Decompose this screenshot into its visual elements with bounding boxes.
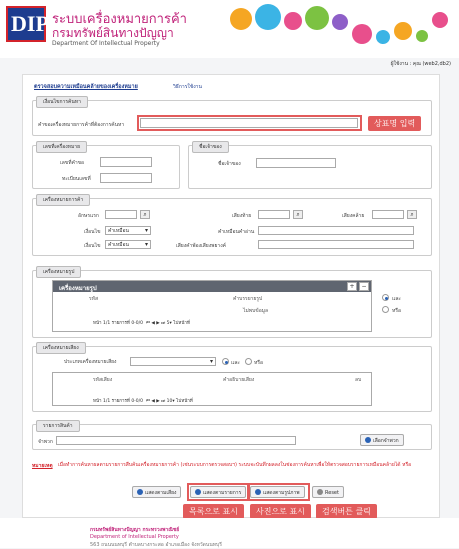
image-pager: หน้า 1/1 รายการที่ 0-0/0 ⏮ ◀ ▶ ⏭ 5▾ ไปหน้าที่ (93, 321, 190, 326)
image-table-title: เครื่องหมายรูป (53, 281, 371, 292)
sound-radio-and[interactable] (222, 358, 229, 365)
image-page-size[interactable]: 5 (166, 321, 170, 326)
cond1-label: เงื่อนไข (84, 229, 101, 235)
sound-pager-go[interactable]: ไปหน้าที่ (176, 399, 193, 404)
app-no-legend: เลขที่เครื่องหมาย (36, 141, 87, 153)
cond2-label: เงื่อนไข (84, 243, 101, 249)
sound-type-select[interactable] (130, 357, 216, 366)
similar-lookup-icon[interactable]: ⌕ (407, 210, 417, 219)
image-radio-or[interactable] (382, 306, 389, 313)
sound-type-label: ประเภทเครื่องหมายเสียง (64, 359, 117, 365)
sound-pager-info: หน้า 1/1 รายการที่ 0-0/0 (93, 399, 144, 404)
goods-label: จำพวก (38, 439, 53, 445)
sound-radio-or-label: หรือ (254, 360, 263, 366)
reset-icon (317, 489, 323, 495)
annotation-label-list: 목록으로 표시 (183, 504, 244, 519)
sound-pager: หน้า 1/1 รายการที่ 0-0/0 ⏮ ◀ ▶ ⏭ 10▾ ไปหน้าที่ (93, 399, 193, 404)
first-char-input[interactable] (105, 210, 137, 219)
owner-label: ชื่อเจ้าของ (218, 161, 241, 167)
image-col-desc: คำบรรยายรูป (233, 296, 263, 302)
cond2-select[interactable]: คำเหมือน ▾ (105, 240, 151, 249)
sound-icon (137, 489, 143, 495)
goods-select-icon (365, 437, 371, 443)
goods-input[interactable] (56, 436, 296, 445)
user-info: ผู้ใช้งาน : คุณ (web2,db2) (390, 61, 451, 67)
first-char-label: อักษรแรก (78, 213, 99, 219)
app-no-label: เลขที่คำขอ (60, 160, 85, 166)
footer (0, 518, 459, 548)
annotation-label-search: 검색버튼 클릭 (316, 504, 377, 519)
logo-text: DIP (11, 11, 49, 36)
image-legend: เครื่องหมายรูป (36, 266, 81, 278)
show-by-sound-label: แสดงตามเสียง (145, 490, 177, 496)
annotation-box-list (187, 483, 249, 501)
brand-title-thai-2: กรมทรัพย์สินทางปัญญา (52, 26, 174, 40)
read-label: คำเหมือนคำอ่าน (218, 229, 255, 235)
decor-bubble-icon (432, 12, 448, 28)
brand-title-english: Department Of Intellectual Property (52, 40, 160, 47)
annotation-box-image (248, 483, 310, 501)
goods-legend: รายการสินค้า (36, 420, 80, 432)
owner-input[interactable] (256, 158, 336, 168)
note-head: หมายเหตุ (32, 463, 53, 469)
image-table (52, 280, 372, 332)
remove-image-button[interactable]: − (359, 282, 369, 291)
search-legend: เงื่อนไขการค้นหา (36, 96, 88, 108)
sound-col-code: รหัสเสียง (93, 377, 113, 383)
help-link[interactable]: วิธีการใช้งาน (173, 84, 202, 90)
sound-col-desc: คำอธิบายเสียง (223, 377, 255, 383)
decor-bubble-icon (284, 12, 302, 30)
similar-input[interactable] (372, 210, 404, 219)
annotation-label-image: 사진으로 표시 (250, 504, 311, 519)
image-radio-and[interactable] (382, 294, 389, 301)
app-no-input[interactable] (100, 157, 152, 167)
annotation-label: 상표명 입력 (368, 116, 421, 131)
show-by-image-label: แสดงตามรูปภาพ (263, 490, 300, 496)
decor-bubble-icon (255, 4, 281, 30)
add-image-button[interactable]: + (347, 282, 357, 291)
pron-label: เสียงคำพ้องเสียงพยางค์ (176, 243, 226, 249)
syllable-label: เสียงท้าย (232, 213, 252, 219)
footer-address: 563 ถนนนนทบุรี ตำบลบางกระสอ อำเภอเมือง จังหวัดนนทบุรี (90, 542, 222, 548)
mark-name-label: คำขอเครื่องหมายการค้าที่ต้องการค้นหา (38, 122, 125, 128)
word-legend: เครื่องหมายการค้า (36, 194, 90, 206)
reg-no-label: ทะเบียนเลขที่ (62, 176, 91, 182)
header (0, 0, 459, 58)
sound-radio-and-label: และ (231, 360, 240, 366)
page-title: ตรวจสอบความเหมือนคล้ายของเครื่องหมาย (34, 84, 138, 90)
decor-bubble-icon (416, 30, 428, 42)
cond1-select[interactable]: คำเหมือน ▾ (105, 226, 151, 235)
footer-org-thai: กรมทรัพย์สินทางปัญญา กระทรวงพาณิชย์ (90, 527, 180, 533)
first-char-lookup-icon[interactable]: ⌕ (140, 210, 150, 219)
show-by-sound-button[interactable] (132, 486, 181, 498)
image-radio-and-label: และ (392, 296, 401, 302)
decor-bubble-icon (230, 8, 252, 30)
sound-col-no: ลบ (355, 377, 362, 383)
dip-logo[interactable] (6, 6, 49, 42)
footer-org-english: Department of Intellectual Property (90, 534, 179, 540)
decor-bubble-icon (352, 24, 372, 44)
image-radio-or-label: หรือ (392, 308, 401, 314)
sound-page-size[interactable]: 10 (166, 399, 173, 404)
owner-legend: ชื่อเจ้าของ (192, 141, 229, 153)
image-empty-text: ไม่พบข้อมูล (243, 308, 269, 314)
similar-label: เสียงคล้าย (342, 213, 365, 219)
sound-legend: เครื่องหมายเสียง (36, 342, 86, 354)
image-col-code: รหัส (89, 296, 99, 302)
image-pager-go[interactable]: ไปหน้าที่ (173, 321, 190, 326)
image-pager-info: หน้า 1/1 รายการที่ 0-0/0 (93, 321, 144, 326)
sound-radio-or[interactable] (245, 358, 252, 365)
syllable-lookup-icon[interactable]: ⌕ (293, 210, 303, 219)
decor-bubble-icon (305, 6, 329, 30)
decor-bubble-icon (394, 22, 412, 40)
reset-button[interactable] (312, 486, 344, 498)
select-goods-label: เลือกจำพวก (373, 438, 399, 444)
reset-label: Reset (325, 490, 339, 496)
decor-bubble-icon (376, 30, 390, 44)
decor-bubble-icon (332, 14, 348, 30)
read-input[interactable] (258, 226, 414, 235)
syllable-input[interactable] (258, 210, 290, 219)
select-goods-button[interactable] (360, 434, 404, 446)
reg-no-input[interactable] (100, 173, 152, 183)
note-text: เมื่อทำการค้นหาผลตามรายการสืบค้นเครื่องหมายการค้า (เช่นระบบการตรวจสอบฯ) ระบบจะบันทึกผลลงในช่องการค้นหาเพื่อให้ตรวจสอบรายการเหมือนคล้ายได้ หรือ (58, 462, 412, 468)
brand-title-thai: ระบบเครื่องหมายการค้า (52, 12, 187, 27)
sound-table (52, 372, 372, 406)
pron-input[interactable] (258, 240, 414, 249)
annotation-box (137, 115, 362, 131)
show-by-list-label: แสดงตามรายการ (203, 490, 242, 496)
